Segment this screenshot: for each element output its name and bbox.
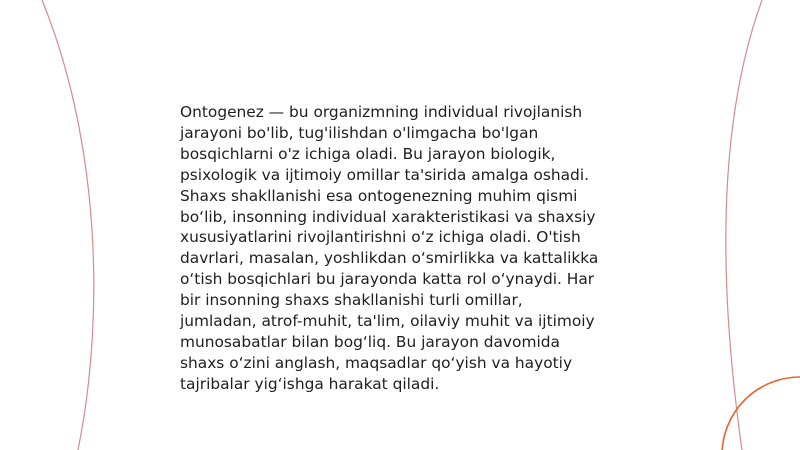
body-paragraph: Ontogenez — bu organizmning individual rivojlanish jarayoni bo'lib, tug'ilishdan o'limgacha bo'lgan bosqichlarni o'z ichiga oladi. Bu jarayon biologik, psixologik va ijtimoiy omillar ta'sirida amalga oshadi. Shaxs shakllanishi esa ontogenezning muhim qismi bo‘lib, insonning individual xarakteristikasi va shaxsiy xususiyatlarini rivojlantirishni o‘z ichiga oladi. O'tish davrlari, masalan, yoshlikdan o‘smirlikka va kattalikka o‘tish bosqichlari bu jarayonda katta rol o‘ynaydi. Har bir insonning shaxs shakllanishi turli omillar, jumladan, atrof-muhit, ta'lim, oilaviy muhit va ijtimoiy munosabatlar bilan bog‘liq. Bu jarayon davomida shaxs o‘zini anglash, maqsadlar qo‘yish va hayotiy tajribalar yig‘ishga harakat qiladi. [180,103,599,393]
left-arc-line [42,0,94,450]
right-arc-line [726,0,762,450]
